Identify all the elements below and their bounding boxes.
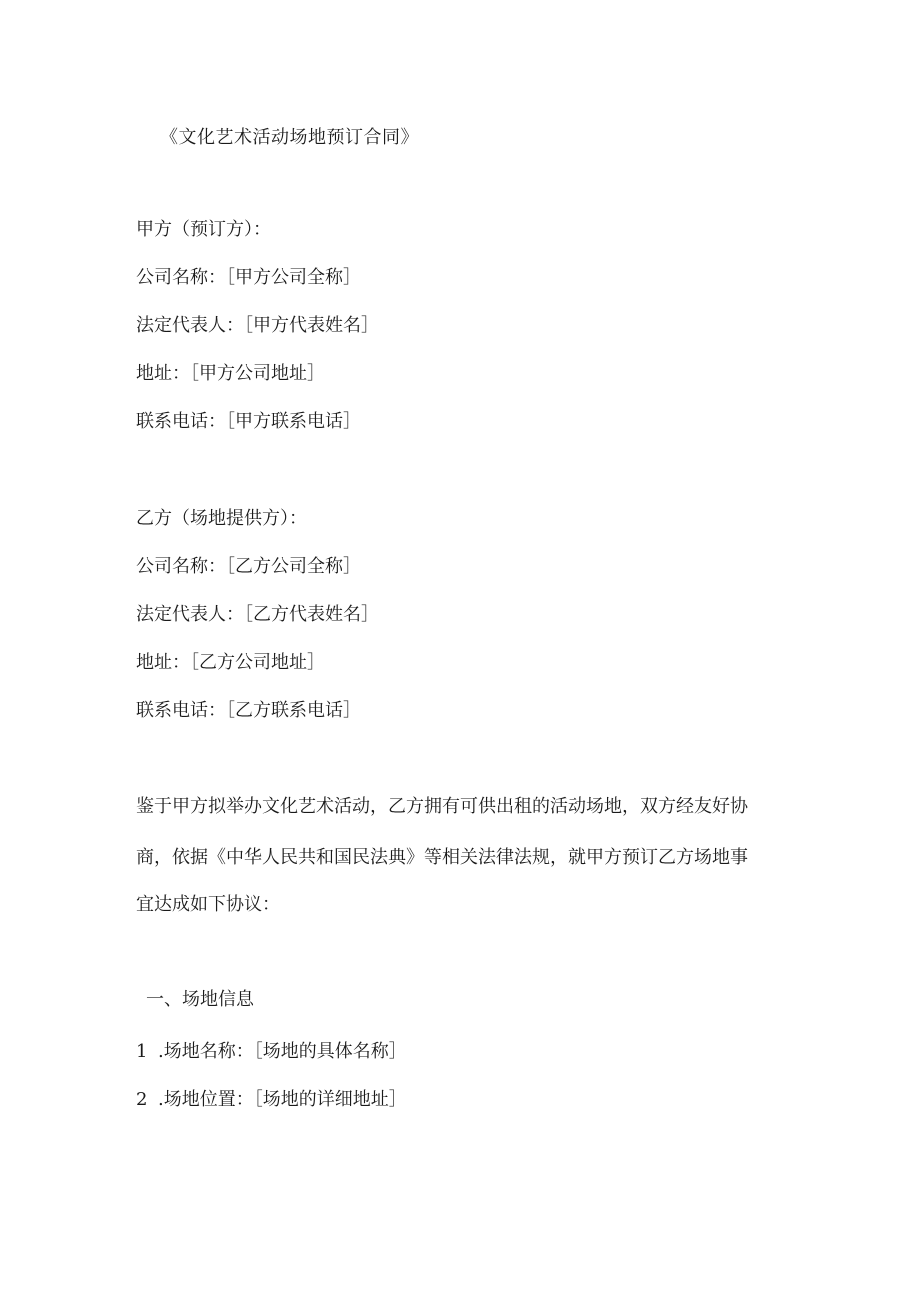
party-a-company: 公司名称：［甲方公司全称］ (136, 267, 361, 288)
preamble-line: 鉴于甲方拟举办文化艺术活动，乙方拥有可供出租的活动场地，双方经友好协 (136, 796, 748, 817)
list-item-text: .场地名称：［场地的具体名称］ (158, 1041, 407, 1062)
preamble-line: 商，依据《中华人民共和国民法典》等相关法律法规，就甲方预订乙方场地事 (136, 847, 748, 868)
list-item-number: 2 (136, 1089, 148, 1110)
party-b-company: 公司名称：［乙方公司全称］ (136, 556, 361, 577)
party-b-address: 地址：［乙方公司地址］ (136, 652, 325, 673)
party-b-representative: 法定代表人：［乙方代表姓名］ (136, 604, 379, 625)
preamble-line: 宜达成如下协议： (136, 894, 280, 915)
document-title: 《文化艺术活动场地预订合同》 (160, 127, 419, 148)
party-b-phone: 联系电话：［乙方联系电话］ (136, 700, 361, 721)
party-a-representative: 法定代表人：［甲方代表姓名］ (136, 315, 379, 336)
list-item-number: 1 (136, 1041, 148, 1062)
list-item-text: .场地位置：［场地的详细地址］ (158, 1089, 407, 1110)
party-b-heading: 乙方（场地提供方）： (136, 508, 307, 529)
list-item (136, 1040, 407, 1064)
party-a-phone: 联系电话：［甲方联系电话］ (136, 411, 361, 432)
section-heading: 一、场地信息 (146, 989, 254, 1010)
party-a-heading: 甲方（预订方）： (136, 219, 271, 240)
party-a-address: 地址：［甲方公司地址］ (136, 363, 325, 384)
list-item (136, 1088, 407, 1112)
